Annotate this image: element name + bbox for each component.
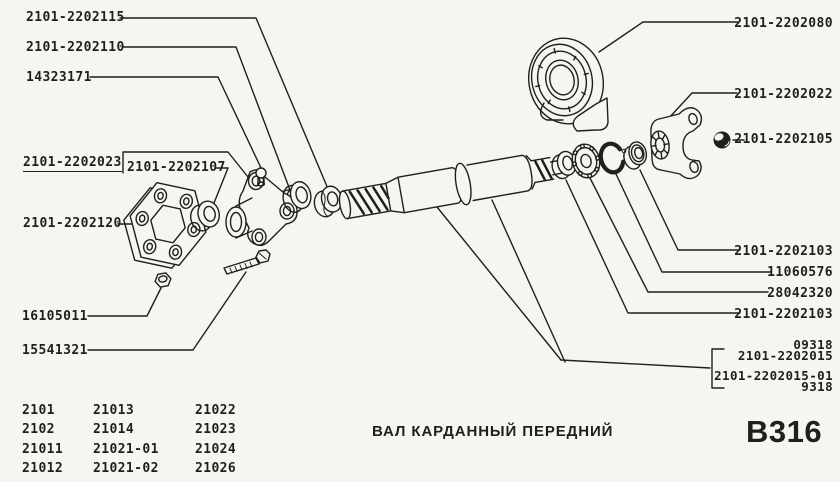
model-cell: 21023 [195,422,237,438]
model-cell: 21021-01 [93,441,159,457]
part-label-2101-2202105: 2101-2202105 [734,132,833,147]
part-label-15541321: 15541321 [22,343,88,358]
model-cell: 21021-02 [93,461,159,477]
sliding-yoke-drawing [649,108,701,179]
part-label-2101-2202115: 2101-2202115 [26,10,125,25]
ball-bearing-drawing [568,141,603,181]
propeller-shaft-drawing [336,145,568,226]
model-table-column-2 [93,401,159,479]
leader-2202103-bottom [566,180,740,313]
part-label-9318: 9318 [801,379,833,394]
leader-28042320 [590,178,768,292]
model-table-column-1 [22,401,63,479]
part-label-11060576: 11060576 [767,265,833,280]
part-label-16105011: 16105011 [22,309,88,324]
model-cell: 21012 [22,461,64,477]
coupling-nut-drawing [154,272,172,288]
model-cell: 21022 [195,403,237,418]
part-label-09318: 09318 [793,337,833,352]
model-cell: 2102 [22,422,55,438]
part-label-2101-2202023: 2101-2202023 [23,155,122,170]
flexible-coupling-drawing [116,179,214,272]
leader-2202103-top [640,170,740,250]
part-label-2101-2202080: 2101-2202080 [734,16,833,31]
part-label-2101-2202120: 2101-2202120 [23,216,122,231]
model-cell: 21013 [93,403,135,418]
snap-ring-drawing [598,141,626,174]
model-cell: 21026 [195,461,237,477]
part-label-2101-2202015-01: 2101-2202015-01 [714,368,833,383]
leader-shaft-b [492,200,565,362]
model-cell: 21024 [195,441,237,457]
center-bearing-support-drawing [521,31,611,131]
part-label-28042320: 28042320 [767,286,833,301]
leader-16105011 [88,288,161,316]
part-label-2101-2202015: 2101-2202015 [737,348,833,363]
leader-shaft-a [437,207,561,360]
rear-seal-drawing [621,140,650,171]
part-label-2101-2202107: 2101-2202107 [127,160,226,175]
part-label-2101-2202103-top: 2101-2202103 [734,244,833,259]
yoke-nut-drawing [714,132,731,149]
leader-2202080 [599,22,738,52]
part-label-2101-2202110: 2101-2202110 [26,40,125,55]
part-label-2101-2202103-bottom: 2101-2202103 [734,307,833,322]
model-cell: 21014 [93,422,135,438]
coupling-bolt-drawing [224,250,270,274]
page-title: ВАЛ КАРДАННЫЙ ПЕРЕДНИЙ [372,423,614,440]
part-label-14323171: 14323171 [26,70,92,85]
model-cell: 2101 [22,403,55,418]
part-label-2101-2202022: 2101-2202022 [734,87,833,102]
model-cell: 21011 [22,441,64,457]
model-table-column-3 [195,401,236,479]
leader-shaft-common [561,360,710,368]
page-code: B316 [746,414,823,449]
